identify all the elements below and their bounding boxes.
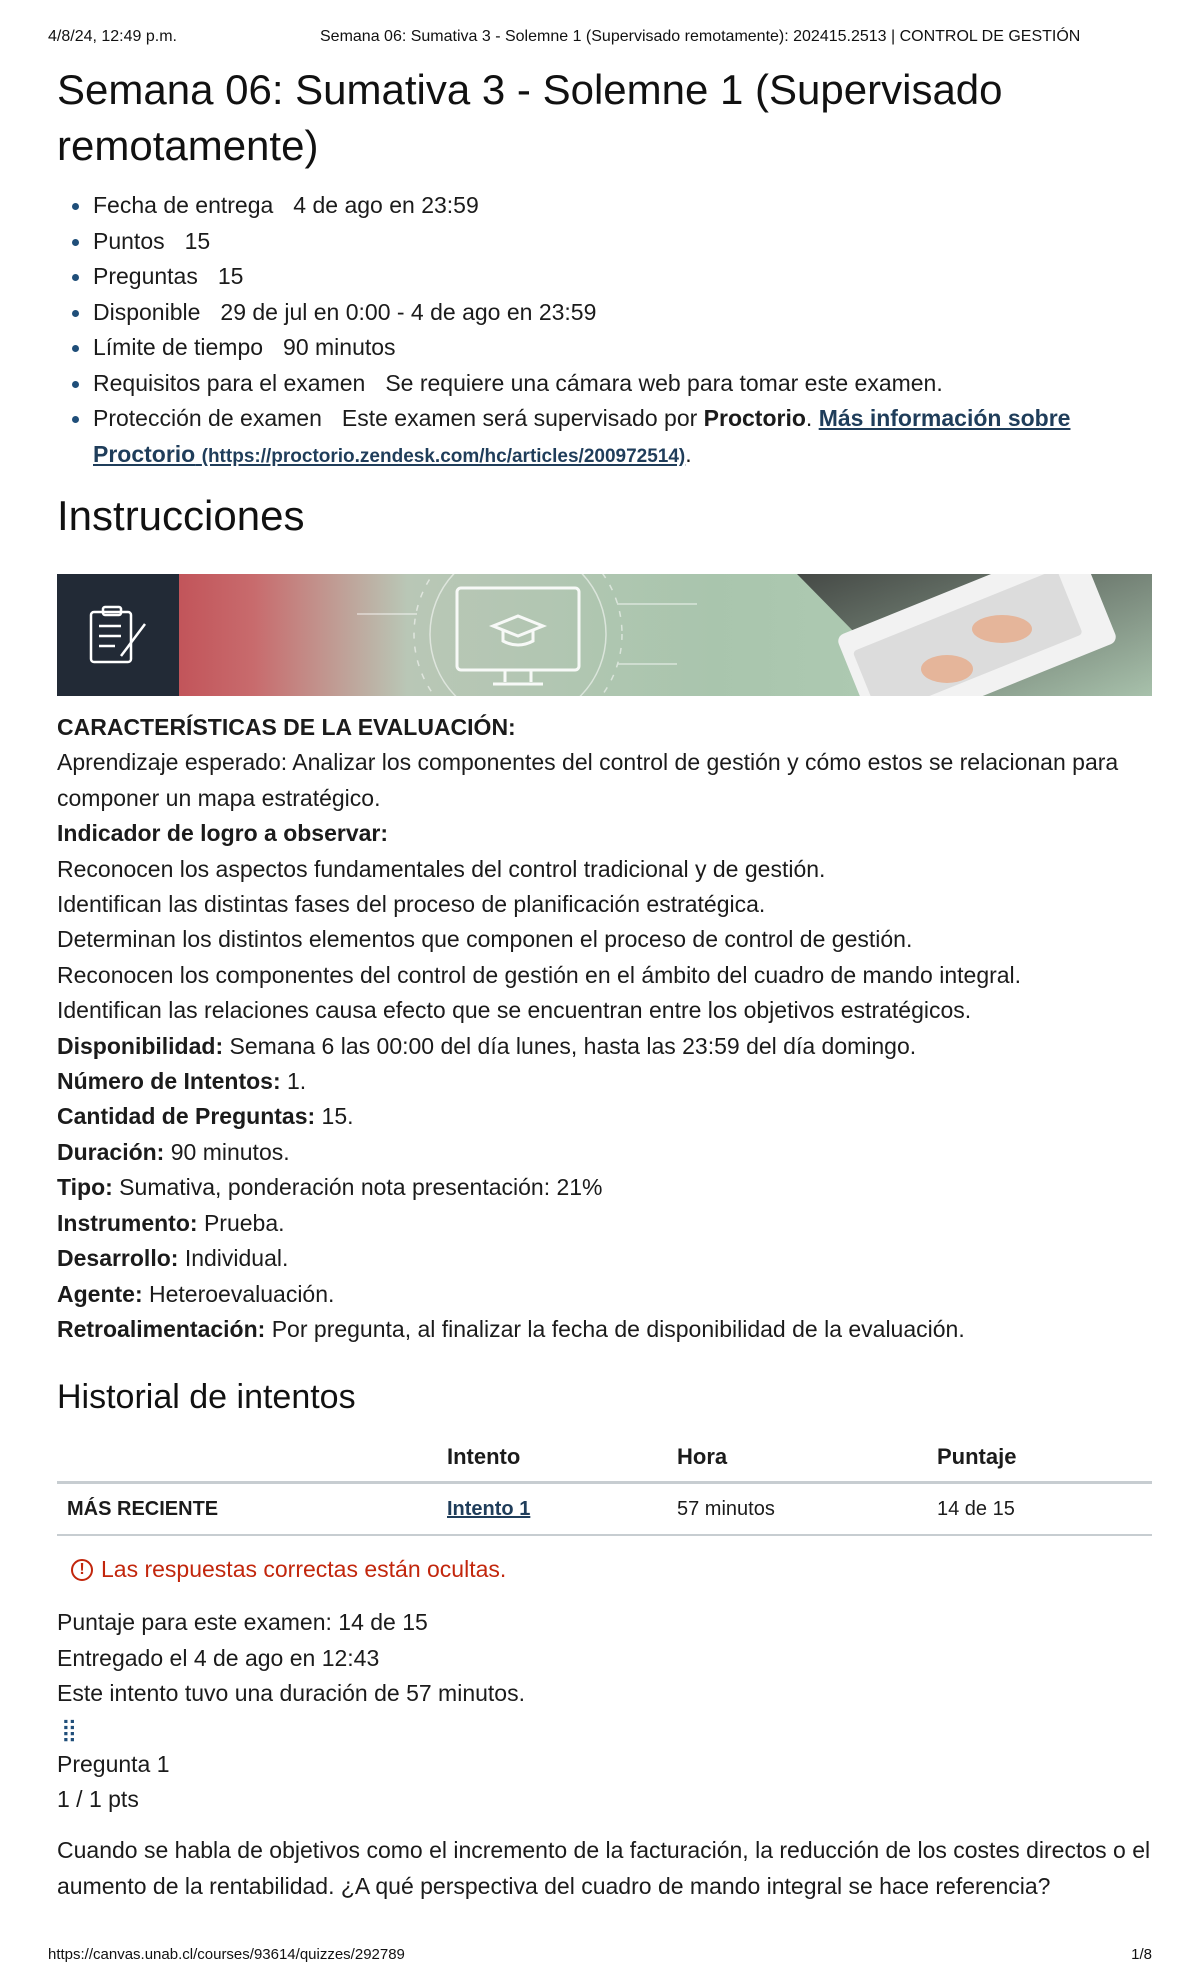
attempt-history-heading: Historial de intentos bbox=[57, 1378, 356, 1417]
warning-icon: ! bbox=[71, 1559, 93, 1581]
table-header-row bbox=[57, 1435, 1152, 1483]
detail-label: Disponible bbox=[93, 298, 201, 325]
instruction-line: Cantidad de Preguntas: 15. bbox=[57, 1103, 354, 1130]
attempt-cell bbox=[437, 1483, 667, 1536]
instruction-line: Reconocen los componentes del control de gestión en el ámbito del cuadro de mando integral. bbox=[57, 961, 1022, 988]
instruction-line: Número de Intentos: 1. bbox=[57, 1068, 307, 1095]
instruction-line: Retroalimentación: Por pregunta, al finalizar la fecha de disponibilidad de la evaluación. bbox=[57, 1315, 965, 1342]
quiz-score: Puntaje para este examen: 14 de 15 bbox=[57, 1609, 428, 1636]
answers-hidden-notice bbox=[71, 1556, 1152, 1583]
detail-label: Límite de tiempo bbox=[93, 334, 264, 360]
detail-questions bbox=[93, 259, 1152, 295]
detail-available bbox=[93, 295, 1152, 331]
detail-points bbox=[93, 224, 1152, 260]
attempt-tag: MÁS RECIENTE bbox=[57, 1483, 437, 1536]
detail-value: 29 de jul en 0:00 - 4 de ago en 23:59 bbox=[220, 298, 597, 325]
proctor-name: Proctorio bbox=[703, 405, 806, 431]
detail-label: Puntos bbox=[93, 227, 165, 254]
instruction-line: Agente: Heteroevaluación. bbox=[57, 1280, 335, 1307]
question-text: Cuando se habla de objetivos como el incremento de la facturación, la reducción de los costes directos o el aumento de la rentabilidad. ¿A qué perspectiva del cuadro de mando integral se hace referencia? bbox=[57, 1837, 1151, 1899]
instruction-line: Identifican las distintas fases del proceso de planificación estratégica. bbox=[57, 891, 766, 918]
print-header bbox=[48, 28, 1152, 50]
quiz-details-list bbox=[57, 188, 1152, 474]
attempt-history-table bbox=[57, 1435, 1152, 1536]
question-title: Pregunta 1 bbox=[57, 1750, 170, 1777]
attempt-score: 14 de 15 bbox=[927, 1483, 1152, 1536]
detail-value: 90 minutos bbox=[283, 334, 396, 360]
question-points: 1 / 1 pts bbox=[57, 1785, 139, 1812]
detail-due-date bbox=[93, 188, 1152, 224]
column-header-attempt: Intento bbox=[437, 1435, 667, 1483]
answers-hidden-text: Las respuestas correctas están ocultas. bbox=[101, 1556, 507, 1583]
detail-value: 4 de ago en 23:59 bbox=[293, 192, 479, 218]
column-header-tag bbox=[57, 1435, 437, 1483]
proctorio-link-text: Más información sobre Proctorio bbox=[93, 405, 1071, 467]
detail-label: Protección de examen bbox=[93, 405, 322, 431]
detail-value: Se requiere una cámara web para tomar este examen. bbox=[385, 369, 943, 396]
drag-handle-icon[interactable]: ⣿ bbox=[61, 1716, 76, 1742]
detail-label: Fecha de entrega bbox=[93, 192, 274, 218]
attempt-duration: Este intento tuvo una duración de 57 minutos. bbox=[57, 1680, 525, 1707]
print-page-title: Semana 06: Sumativa 3 - Solemne 1 (Supervisado remotamente): 202415.2513 | CONTROL DE GESTIÓN bbox=[320, 28, 1081, 45]
banner-graphic bbox=[57, 574, 1152, 696]
instruction-line: Determinan los distintos elementos que componen el proceso de control de gestión. bbox=[57, 926, 913, 953]
attempt-1-link[interactable]: Intento 1 bbox=[447, 1497, 531, 1520]
instructions-heading: Instrucciones bbox=[57, 492, 305, 539]
proctor-text: Este examen será supervisado por bbox=[341, 405, 704, 431]
attempt-summary bbox=[57, 1605, 1152, 1817]
instruction-line: Identifican las relaciones causa efecto que se encuentran entre los objetivos estratégicos. bbox=[57, 997, 972, 1024]
attempt-time: 57 minutos bbox=[667, 1483, 927, 1536]
instruction-line: Disponibilidad: Semana 6 las 00:00 del día lunes, hasta las 23:59 del día domingo. bbox=[57, 1032, 917, 1059]
instruction-line: Duración: 90 minutos. bbox=[57, 1138, 290, 1165]
instruction-line: Reconocen los aspectos fundamentales del control tradicional y de gestión. bbox=[57, 855, 826, 882]
detail-value: 15 bbox=[184, 227, 211, 254]
detail-time-limit bbox=[93, 330, 1152, 366]
print-datetime: 4/8/24, 12:49 p.m. bbox=[48, 28, 177, 45]
detail-label: Preguntas bbox=[93, 263, 198, 289]
column-header-time: Hora bbox=[667, 1435, 927, 1483]
instruction-line: Aprendizaje esperado: Analizar los componentes del control de gestión y cómo estos se relacionan para componer un mapa estratégico. bbox=[57, 749, 1119, 811]
instruction-line: Indicador de logro a observar: bbox=[57, 820, 389, 847]
print-footer bbox=[48, 1946, 1152, 1968]
submitted-date: Entregado el 4 de ago en 12:43 bbox=[57, 1644, 380, 1671]
instruction-line: Tipo: Sumativa, ponderación nota presentación: 21% bbox=[57, 1174, 603, 1201]
column-header-score: Puntaje bbox=[927, 1435, 1152, 1483]
print-url: https://canvas.unab.cl/courses/93614/quizzes/292789 bbox=[48, 1946, 405, 1963]
detail-requirements bbox=[93, 366, 1152, 402]
quiz-content bbox=[57, 62, 1152, 1904]
page-number: 1/8 bbox=[1131, 1946, 1152, 1963]
instruction-line: Instrumento: Prueba. bbox=[57, 1209, 285, 1236]
proctor-text-end: . bbox=[685, 440, 692, 467]
instruction-line: CARACTERÍSTICAS DE LA EVALUACIÓN: bbox=[57, 714, 516, 740]
proctorio-link-url: (https://proctorio.zendesk.com/hc/articles/200972514) bbox=[201, 445, 686, 467]
proctor-text-mid: . bbox=[805, 405, 819, 431]
instructions-banner-image bbox=[57, 574, 1152, 696]
instructions-body bbox=[57, 710, 1152, 1347]
instruction-line: Desarrollo: Individual. bbox=[57, 1245, 289, 1272]
detail-proctoring bbox=[93, 401, 1152, 474]
quiz-title: Semana 06: Sumativa 3 - Solemne 1 (Supervisado remotamente) bbox=[57, 66, 1003, 169]
detail-value: 15 bbox=[217, 263, 244, 289]
table-row bbox=[57, 1483, 1152, 1536]
detail-label: Requisitos para el examen bbox=[93, 369, 366, 396]
